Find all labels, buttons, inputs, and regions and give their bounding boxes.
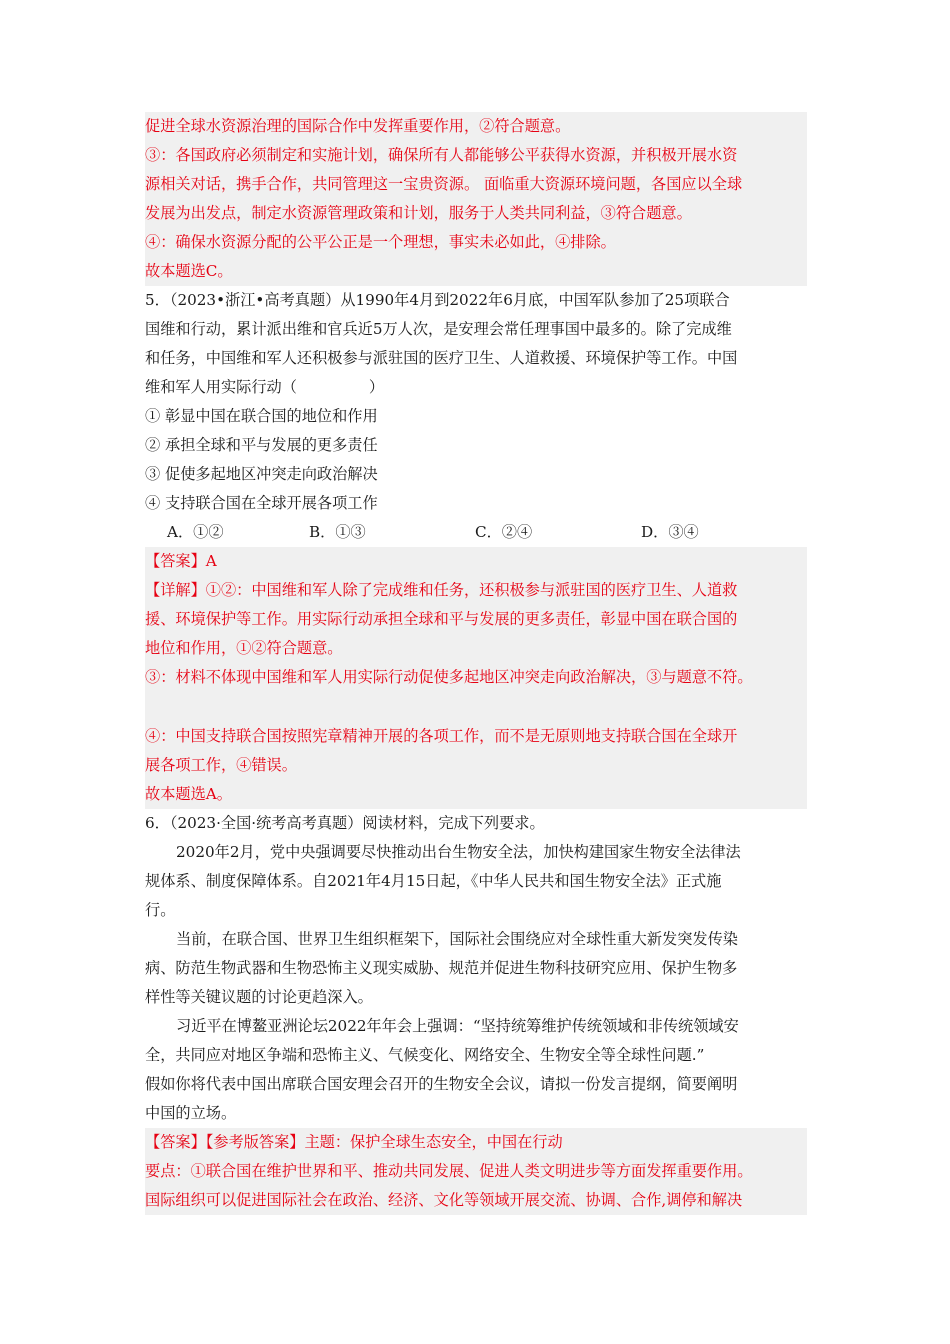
- detail-line: 故本题选A。: [145, 785, 232, 803]
- text-line: 当前，在联合国、世界卫生组织框架下，国际社会围绕应对全球性重大新发突发传染: [176, 930, 738, 948]
- text-line: 源相关对话，携手合作，共同管理这一宝贵资源。 面临重大资源环境问题，各国应以全球: [145, 175, 743, 193]
- text-line: ③：各国政府必须制定和实施计划，确保所有人都能够公平获得水资源，并积极开展水资: [145, 146, 738, 164]
- answer-block-q6: [145, 1128, 807, 1215]
- text-line: 2020年2月，党中央强调要尽快推动出台生物安全法，加快构建国家生物安全法律法: [176, 843, 741, 861]
- question-line: 5．（2023•浙江•高考真题）从1990年4月到2022年6月底，中国军队参加了25项联合: [145, 291, 730, 309]
- answer-line: 国际组织可以促进国际社会在政治、经济、文化等领域开展交流、协调、合作,调停和解决: [145, 1191, 743, 1209]
- detail-line: 地位和作用，①②符合题意。: [145, 639, 343, 657]
- question-6: [145, 809, 807, 1128]
- option-b: B．①③: [309, 523, 366, 541]
- material-paragraph: [145, 1012, 807, 1070]
- question-stem: 维和军人用实际行动（: [145, 378, 297, 396]
- answer-line: 【答案】【参考版答案】主题：保护全球生态安全，中国在行动: [145, 1133, 563, 1151]
- question-5: [145, 286, 807, 547]
- statement-item: ④ 支持联合国在全球开展各项工作: [145, 494, 378, 512]
- answer-block-q4: [145, 112, 807, 286]
- question-stem-end: ）: [368, 378, 385, 396]
- text-line: 全，共同应对地区争端和恐怖主义、气候变化、网络安全、生物安全等全球性问题.”: [145, 1046, 705, 1064]
- answer-line: 要点：①联合国在维护世界和平、推动共同发展、促进人类文明进步等方面发挥重要作用。: [145, 1162, 753, 1180]
- text-line: 规体系、制度保障体系。自2021年4月15日起，《中华人民共和国生物安全法》正式施: [145, 872, 722, 890]
- statement-item: ① 彰显中国在联合国的地位和作用: [145, 407, 378, 425]
- question-line: 国维和行动，累计派出维和官兵近5万人次，是安理会常任理事国中最多的。除了完成维: [145, 320, 732, 338]
- text-line: 行。: [145, 901, 176, 919]
- option-a: A．①②: [167, 523, 224, 541]
- spacer: [145, 692, 807, 722]
- statement-item: ③ 促使多起地区冲突走向政治解决: [145, 465, 378, 483]
- material-paragraph: [145, 838, 807, 925]
- material-paragraph: [145, 925, 807, 1012]
- question-header: 6．（2023·全国·统考高考真题）阅读材料，完成下列要求。: [145, 814, 545, 832]
- task-line: 中国的立场。: [145, 1104, 237, 1122]
- statement-item: ② 承担全球和平与发展的更多责任: [145, 436, 378, 454]
- option-d: D．③④: [641, 523, 699, 541]
- answer-label: 【答案】A: [145, 552, 217, 570]
- text-line: 发展为出发点，制定水资源管理政策和计划，服务于人类共同利益，③符合题意。: [145, 204, 692, 222]
- text-line: 促进全球水资源治理的国际合作中发挥重要作用，②符合题意。: [145, 117, 571, 135]
- text-line: 病、防范生物武器和生物恐怖主义现实威胁、规范并促进生物科技研究应用、保护生物多: [145, 959, 738, 977]
- choice-options: [145, 518, 807, 547]
- detail-line: 援、环境保护等工作。用实际行动承担全球和平与发展的更多责任，彰显中国在联合国的: [145, 610, 738, 628]
- text-line: 样性等关键议题的讨论更趋深入。: [145, 988, 373, 1006]
- task-line: 假如你将代表中国出席联合国安理会召开的生物安全会议，请拟一份发言提纲，简要阐明: [145, 1075, 738, 1093]
- detail-line: ③：材料不体现中国维和军人用实际行动促使多起地区冲突走向政治解决，③与题意不符。: [145, 668, 753, 686]
- answer-block-q5: [145, 547, 807, 809]
- detail-line: 【详解】①②：中国维和军人除了完成维和任务，还积极参与派驻国的医疗卫生、人道救: [145, 581, 738, 599]
- question-line: [145, 373, 807, 402]
- document-page: [145, 112, 807, 1215]
- question-line: 和任务，中国维和军人还积极参与派驻国的医疗卫生、人道救援、环境保护等工作。中国: [145, 349, 738, 367]
- option-c: C．②④: [475, 523, 533, 541]
- detail-line: 展各项工作，④错误。: [145, 756, 297, 774]
- text-line: ④：确保水资源分配的公平公正是一个理想，事实未必如此，④排除。: [145, 233, 616, 251]
- text-line: 习近平在博鳌亚洲论坛2022年年会上强调：“坚持统筹维护传统领域和非传统领域安: [176, 1017, 739, 1035]
- detail-line: ④：中国支持联合国按照宪章精神开展的各项工作，而不是无原则地支持联合国在全球开: [145, 727, 738, 745]
- text-line: 故本题选C。: [145, 262, 233, 280]
